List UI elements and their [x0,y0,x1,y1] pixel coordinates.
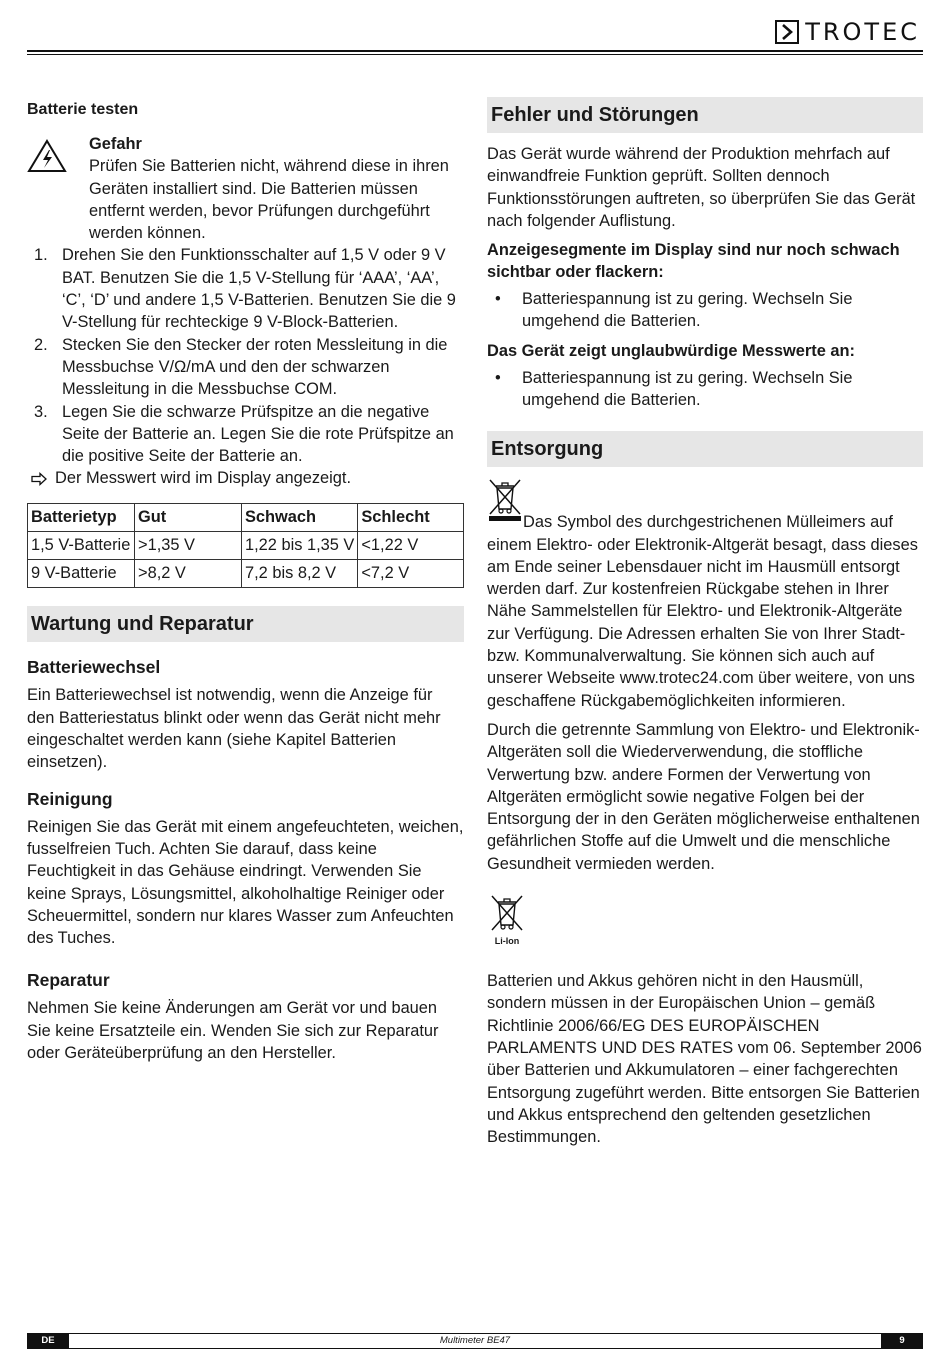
disposal-para3: Batterien und Akkus gehören nicht in den Hausmüll, sondern müssen in der Europäischen Union – gemäß Richtlinie 2006/66/EG DES EUROPÄISCHEN PARLAMENTS UND DES RATES vom 06. September 2006 über Batterien und Akkumulatoren – einer fachgerechten Entsorgung zugeführt werden. Bitte entsorgen Sie Batterien und Akkus entsprechend den geltenden gesetzlichen Bestimmungen. [487,972,922,1147]
result-arrow-icon [27,467,55,491]
faults-intro: Das Gerät wurde während der Produktion mehrfach auf einwandfreie Funktion geprüft. Sollten dennoch Funktionsstörungen auftreten, so überprüfen Sie das Gerät nach folgender Auflistung. [487,145,916,230]
li-ion-label: Li-Ion [494,936,520,947]
warning-triangle-icon [27,133,89,244]
battery-change-text: Ein Batteriewechsel ist notwendig, wenn die Anzeige für den Batteriestatus blinkt oder wenn das Gerät nicht mehr eingeschaltet werden kann (siehe Kapitel Batterien einsetzen). [27,686,441,772]
step-number: 3. [34,402,48,421]
table-header: Batterietyp [28,504,135,532]
header-rule-thin [27,54,923,55]
disposal-para2: Durch die getrennte Sammlung von Elektro- und Elektronik-Altgeräten soll die Wiederverwendung, die stoffliche Verwertung bzw. andere Formen der Verwertung von Altgeräten ermöglicht sowie negative Folgen bei der Entsorgung der in den Geräten möglicherweise enthaltenen gefährlichen Stoffe auf die Umwelt und die menschliche Gesundheit vermieden werden. [487,720,920,873]
danger-text: Prüfen Sie Batterien nicht, während diese in ihren Geräten installiert sind. Die Batterien müssen entfernt werden, bevor Prüfungen durchgeführt werden können. [89,157,449,243]
battery-test-steps [27,244,464,467]
danger-title: Gefahr [89,135,142,153]
table-cell: >1,35 V [135,532,242,560]
table-header: Schwach [242,504,358,532]
list-item [27,401,464,468]
table-cell: <1,22 V [358,532,464,560]
brand-logo [775,20,920,44]
issue1-bullet: Batteriespannung ist zu gering. Wechseln Sie umgehend die Batterien. [522,289,853,331]
left-column [27,97,464,1064]
table-header-row [28,504,464,532]
trotec-mark-icon [775,20,799,44]
table-row [28,560,464,588]
weee-li-ion-icon [487,893,527,946]
table-cell: 9 V-Batterie [28,560,135,588]
cleaning-heading: Reinigung [27,788,113,809]
table-row [28,532,464,560]
step-number: 1. [34,246,48,265]
header-rule [27,50,923,52]
page-number: 9 [881,1334,923,1348]
issue2-bullet: Batteriespannung ist zu gering. Wechseln Sie umgehend die Batterien. [522,368,853,409]
table-cell: 1,22 bis 1,35 V [242,532,358,560]
battery-change-heading: Batteriewechsel [27,657,161,678]
table-cell: >8,2 V [135,560,242,588]
model-name: Multimeter BE47 [439,1335,511,1346]
brand-name: TROTEC [805,18,920,46]
issue1-list [487,288,923,333]
table-cell: <7,2 V [358,560,464,588]
table-header: Schlecht [358,504,464,532]
maintenance-heading: Wartung und Reparatur [27,606,464,642]
issue2-title: Das Gerät zeigt unglaubwürdige Messwerte an: [487,342,855,361]
danger-notice [27,133,464,244]
issue1-title: Anzeigesegmente im Display sind nur noch schwach sichtbar oder flackern: [487,241,900,282]
issue2-list [487,367,923,412]
repair-heading: Reparatur [27,970,110,991]
result-text: Der Messwert wird im Display angezeigt. [55,469,352,488]
step-text: Stecken Sie den Stecker der roten Messleitung in die Messbuchse V/Ω/mA und den der schwarzen Messleitung in die Messbuchse COM. [62,335,448,399]
table-header: Gut [135,504,242,532]
repair-text: Nehmen Sie keine Änderungen am Gerät vor und bauen Sie keine Ersatzteile ein. Wenden Sie sich zur Reparatur oder Geräteüberprüfung an den Hersteller. [27,999,439,1063]
right-column [487,97,923,1148]
list-item [27,244,464,333]
step-text: Legen Sie die schwarze Prüfspitze an die negative Seite der Batterie an. Legen Sie die rote Prüfspitze an die positive Seite der Batterie an. [62,402,454,466]
list-item [487,288,923,333]
step-text: Drehen Sie den Funktionsschalter auf 1,5 V oder 9 V BAT. Benutzen Sie die 1,5 V-Stellung für ‘AAA’, ‘AA’, ‘C’, ‘D’ und andere 1,5 V-Batterien. Benutzen Sie die 9 V-Stellung für rechteckige 9 V-Block-Batterien. [62,246,456,332]
cleaning-text: Reinigen Sie das Gerät mit einem angefeuchteten, weichen, fusselfreien Tuch. Achten Sie darauf, dass keine Feuchtigkeit in das Gehäuse eindringt. Verwenden Sie keine Sprays, Lösungsmittel, alkoholhaltige Reiniger oder Scheuermittel, sondern nur klares Wasser zum Anfeuchten des Tuches. [27,817,464,948]
list-item [27,334,464,401]
result-line [27,467,464,491]
disposal-heading: Entsorgung [487,431,923,467]
bullet-icon: • [495,289,501,308]
table-cell: 1,5 V-Batterie [28,532,135,560]
step-number: 2. [34,335,48,354]
list-item [487,367,923,412]
disposal-para1: Das Symbol des durchgestrichenen Mülleimers auf einem Elektro- oder Elektronik-Altgerät besagt, dass dieses am Ende seiner Lebensdauer nicht im Hausmüll entsorgt werden darf. Zur kostenfreien Rückgabe stehen in Ihrer Nähe Sammelstellen für Elektro- und Elektronik-Altgeräte zur Verfügung. Die Adressen erhalten Sie von Ihrer Stadt- bzw. Kommunalverwaltung. Sie können sich auch auf unserer Webseite www.trotec24.com über weitere, von uns geschaffene Rückgabemöglichkeiten informieren. [487,513,918,710]
page-footer [27,1333,923,1349]
battery-test-title: Batterie testen [27,101,139,118]
table-cell: 7,2 bis 8,2 V [242,560,358,588]
bullet-icon: • [495,368,501,387]
faults-heading: Fehler und Störungen [487,97,923,133]
battery-table [27,503,464,588]
language-badge: DE [27,1334,69,1348]
